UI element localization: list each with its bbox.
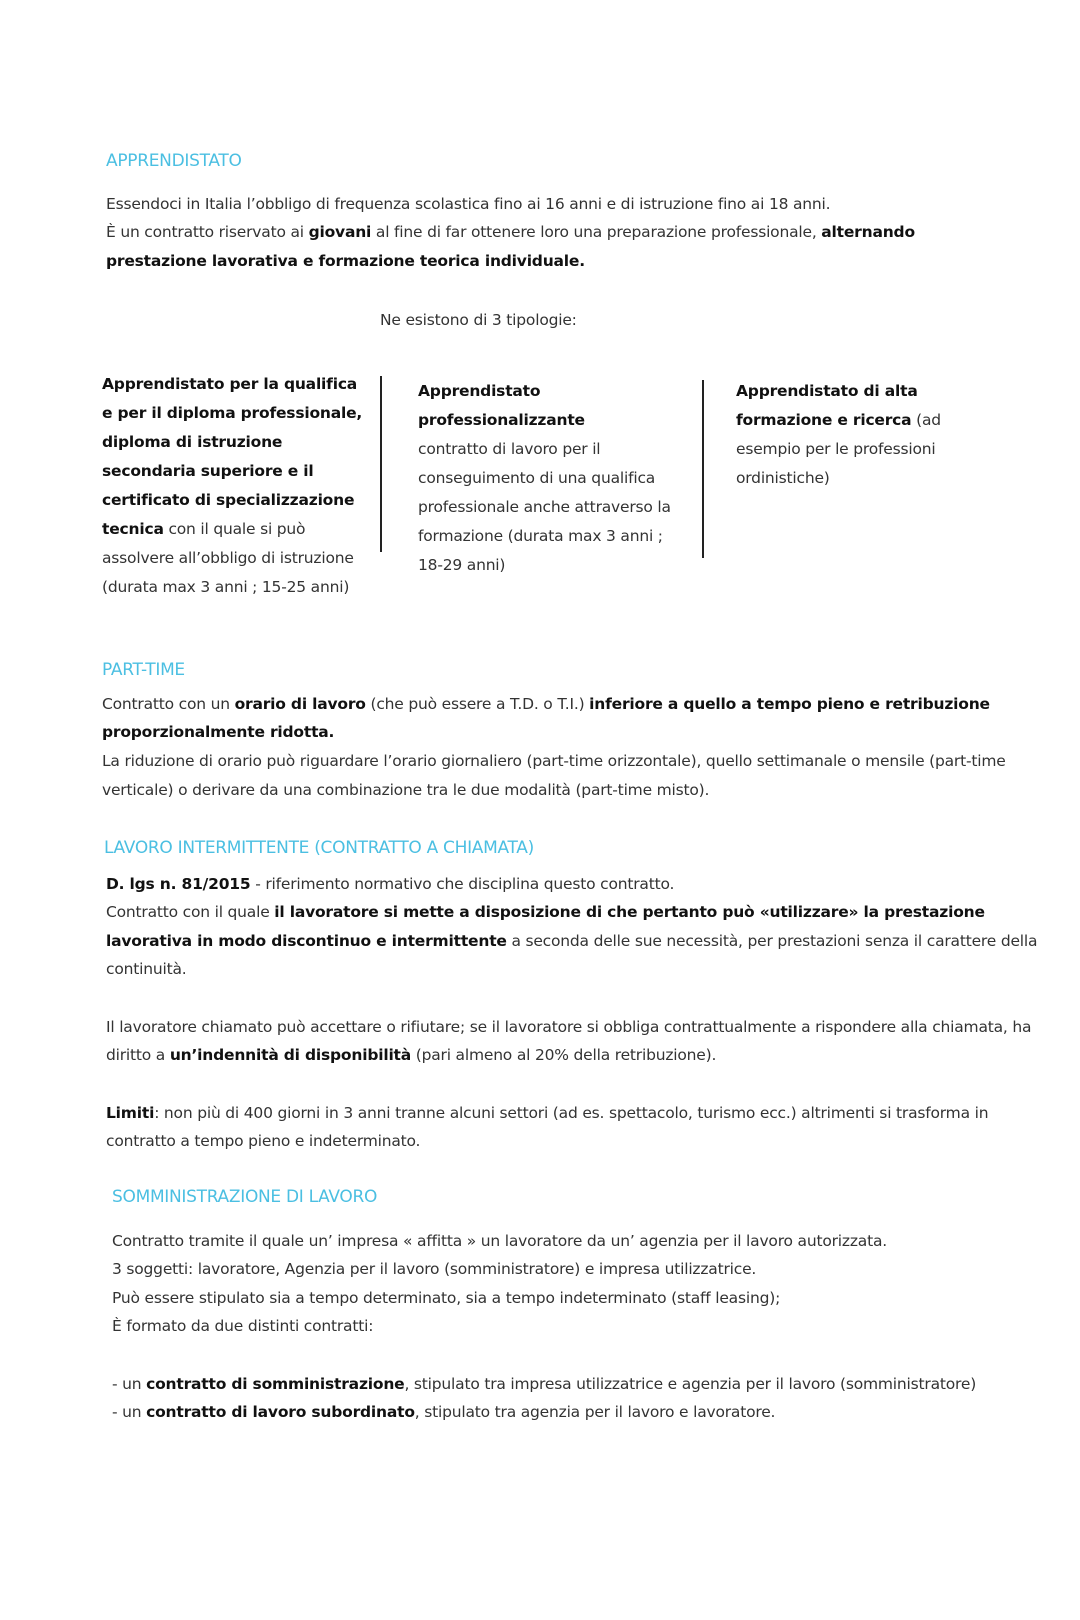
bold-span: il lavoratore si mette a disposizione di che pertanto può «utilizzare» la prestazione	[274, 903, 985, 921]
sl-line-2: 3 soggetti: lavoratore, Agenzia per il lavoro (somministratore) e impresa utilizzatrice.	[112, 1260, 757, 1278]
text-span: al fine di far ottenere loro una preparazione professionale,	[371, 223, 822, 241]
bold-span: prestazione lavorativa e formazione teorica individuale.	[106, 252, 585, 270]
bold-span: Apprendistato professionalizzante	[418, 382, 585, 429]
appr-type-2	[418, 377, 686, 580]
text-span: con il quale si può assolvere all’obbligo di istruzione (durata max 3 anni ; 15-25 anni)	[102, 520, 354, 596]
bold-span: alternando	[821, 223, 915, 241]
li-line-3	[106, 927, 1037, 955]
li-line-7	[106, 1099, 988, 1127]
sl-line-1: Contratto tramite il quale un’ impresa « affitta » un lavoratore da un’ agenzia per il lavoro autorizzata.	[112, 1232, 887, 1250]
appr-type-3	[736, 377, 1006, 493]
bold-span: Limiti	[106, 1104, 155, 1122]
column-divider	[380, 376, 382, 552]
text-span: - un	[112, 1375, 147, 1393]
text-span: diritto a	[106, 1046, 170, 1064]
pt-line-4: verticale) o derivare da una combinazione tra le due modalità (part-time misto).	[102, 781, 710, 799]
bold-span: orario di lavoro	[234, 695, 366, 713]
appr-line-1: Essendoci in Italia l’obbligo di frequenza scolastica fino ai 16 anni e di istruzione fino ai 18 anni.	[106, 195, 831, 213]
bold-span: Apprendistato per la qualifica e per il diploma professionale, diploma di istruzione secondaria superiore e il certificato di specializzazione tecnica	[102, 375, 363, 538]
pt-line-3: La riduzione di orario può riguardare l’orario giornaliero (part-time orizzontale), quello settimanale o mensile (part-time	[102, 752, 1006, 770]
text-span: - riferimento normativo che disciplina questo contratto.	[250, 875, 675, 893]
li-line-8: contratto a tempo pieno e indeterminato.	[106, 1132, 421, 1150]
bold-span: un’indennità di disponibilità	[169, 1046, 412, 1064]
section-title-lavoro-intermittente: LAVORO INTERMITTENTE (CONTRATTO A CHIAMATA)	[104, 838, 534, 858]
bold-span: inferiore a quello a tempo pieno e retribuzione	[589, 695, 990, 713]
appr-intro: Ne esistono di 3 tipologie:	[380, 311, 577, 329]
bold-span: D. lgs n. 81/2015	[106, 875, 251, 893]
section-title-somministrazione: SOMMINISTRAZIONE DI LAVORO	[112, 1187, 378, 1207]
section-title-part-time: PART-TIME	[102, 660, 185, 680]
appr-line-2	[106, 218, 915, 246]
column-divider	[702, 380, 704, 558]
li-line-1	[106, 870, 674, 898]
appr-type-1	[102, 370, 370, 602]
bold-span: proporzionalmente ridotta.	[102, 723, 335, 741]
text-span: È un contratto riservato ai	[106, 223, 309, 241]
text-span: (che può essere a T.D. o T.I.)	[365, 695, 590, 713]
text-span: , stipulato tra agenzia per il lavoro e lavoratore.	[414, 1403, 776, 1421]
sl-bullet-1	[112, 1370, 976, 1398]
text-span: : non più di 400 giorni in 3 anni tranne alcuni settori (ad es. spettacolo, turismo ecc.) altrimenti si trasforma in	[154, 1104, 989, 1122]
text-span: Contratto con il quale	[106, 903, 275, 921]
section-title-apprendistato: APPRENDISTATO	[106, 151, 242, 171]
text-span: - un	[112, 1403, 147, 1421]
li-line-5: Il lavoratore chiamato può accettare o rifiutare; se il lavoratore si obbliga contrattualmente a rispondere alla chiamata, ha	[106, 1018, 1032, 1036]
pt-line-1	[102, 690, 990, 718]
sl-line-3: Può essere stipulato sia a tempo determinato, sia a tempo indeterminato (staff leasing);	[112, 1289, 781, 1307]
li-line-2	[106, 898, 985, 926]
bold-span: contratto di lavoro subordinato	[146, 1403, 415, 1421]
appr-line-3	[106, 247, 585, 275]
pt-line-2	[102, 718, 334, 746]
text-span: (ad esempio per le professioni ordinistiche)	[736, 411, 941, 487]
text-span: a seconda delle sue necessità, per prestazioni senza il carattere della	[506, 932, 1038, 950]
bold-span: lavorativa in modo discontinuo e intermittente	[106, 932, 507, 950]
text-span: , stipulato tra impresa utilizzatrice e agenzia per il lavoro (somministratore)	[404, 1375, 977, 1393]
text-span: Contratto con un	[102, 695, 235, 713]
bold-span: giovani	[308, 223, 372, 241]
bold-span: contratto di somministrazione	[146, 1375, 405, 1393]
li-line-6	[106, 1041, 716, 1069]
sl-line-4: È formato da due distinti contratti:	[112, 1317, 374, 1335]
li-line-4: continuità.	[106, 960, 187, 978]
text-span: contratto di lavoro per il conseguimento di una qualifica professionale anche attraverso la formazione (durata max 3 anni ; 18-29 anni)	[418, 440, 671, 574]
bold-span: Apprendistato di alta formazione e ricerca	[736, 382, 918, 429]
sl-bullet-2	[112, 1398, 775, 1426]
text-span: (pari almeno al 20% della retribuzione).	[411, 1046, 717, 1064]
